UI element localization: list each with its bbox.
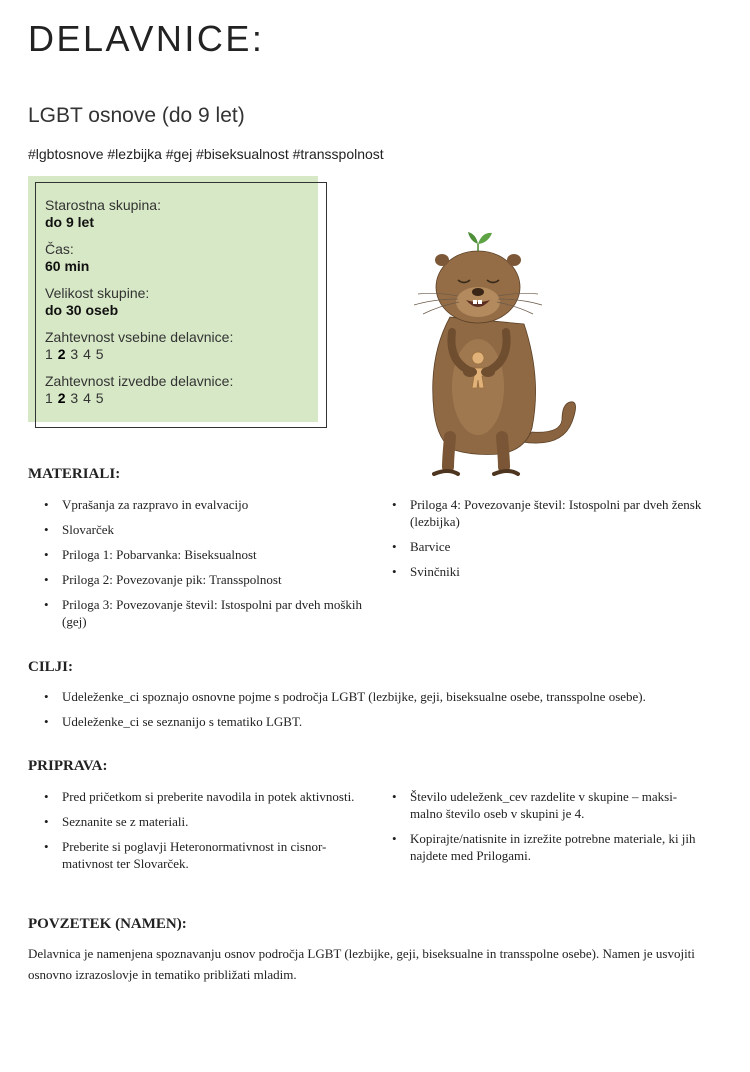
workshop-hashtags: #lgbtosnove #lezbijka #gej #biseksualnost #transspolnost [28, 146, 384, 162]
goal-item: • Udeleženke_ci spoznajo osnovne pojme s področja LGBT (lezbijke, geji, biseksualne osebe, transspolne osebe). [34, 688, 724, 705]
workshop-title: LGBT osnove (do 9 let) [28, 104, 245, 127]
preparation-item: • Preberite si poglavji Heteronormativnost in cisnor-mativnost ter Slovarček. [34, 838, 356, 872]
summary-text: Delavnica je namenjena spoznavanju osnov področja LGBT (lezbijke, geji, biseksualne in transspolne osebe). Namen je usvojiti osnovno izrazoslovje in tematiko približati mladim. [28, 946, 695, 982]
otter-illustration-icon [410, 222, 585, 484]
goals-list [34, 688, 724, 738]
execution-difficulty-label: Zahtevnost izvedbe delavnice: [45, 373, 234, 389]
duration-label: Čas: [45, 241, 74, 257]
material-item: • Vprašanja za razpravo in evalvacijo [34, 496, 374, 513]
duration-row [45, 241, 326, 275]
content-difficulty-row [45, 329, 326, 363]
age-group-row [45, 197, 326, 231]
goal-item: • Udeleženke_ci se seznanijo s tematiko LGBT. [34, 713, 724, 730]
difficulty-level: 3 [70, 346, 79, 362]
duration-value: 60 min [45, 258, 90, 274]
material-item: • Slovarček [34, 521, 374, 538]
difficulty-level: 2 [57, 390, 66, 406]
content-difficulty-scale [45, 346, 326, 363]
goals-heading: CILJI: [28, 659, 74, 675]
materials-list-left [34, 496, 374, 638]
difficulty-level: 1 [45, 390, 54, 406]
preparation-list-left [34, 788, 356, 880]
difficulty-level: 5 [95, 346, 105, 362]
difficulty-level: 3 [70, 390, 79, 406]
group-size-row [45, 285, 326, 319]
page-title: DELAVNICE: [28, 18, 265, 59]
difficulty-level: 5 [95, 390, 105, 406]
workshop-info-box [35, 182, 327, 428]
preparation-item: • Pred pričetkom si preberite navodila in potek aktivnosti. [34, 788, 356, 805]
difficulty-level: 4 [83, 346, 92, 362]
difficulty-level: 4 [83, 390, 92, 406]
material-item: • Priloga 3: Povezovanje števil: Istospolni par dveh moških (gej) [34, 596, 374, 630]
difficulty-level: 2 [57, 346, 66, 362]
materials-heading: MATERIALI: [28, 466, 121, 482]
preparation-item: • Kopirajte/natisnite in izrežite potrebne materiale, ki jih najdete med Prilogami. [382, 830, 698, 864]
preparation-list-right [382, 788, 698, 872]
content-difficulty-label: Zahtevnost vsebine delavnice: [45, 329, 234, 345]
material-item: • Priloga 4: Povezovanje števil: Istospolni par dveh žensk (lezbijka) [382, 496, 704, 530]
execution-difficulty-scale [45, 390, 326, 407]
age-group-label: Starostna skupina: [45, 197, 161, 213]
material-item: • Priloga 1: Pobarvanka: Biseksualnost [34, 546, 374, 563]
material-item: • Priloga 2: Povezovanje pik: Transspolnost [34, 571, 374, 588]
group-size-label: Velikost skupine: [45, 285, 150, 301]
group-size-value: do 30 oseb [45, 302, 119, 318]
preparation-item: • Število udeleženk_cev razdelite v skupine – maksi-malno število oseb v skupini je 4. [382, 788, 698, 822]
preparation-heading: PRIPRAVA: [28, 758, 108, 774]
material-item: • Barvice [382, 538, 704, 555]
materials-list-right [382, 496, 704, 588]
material-item: • Svinčniki [382, 563, 704, 580]
preparation-item: • Seznanite se z materiali. [34, 813, 356, 830]
difficulty-level: 1 [45, 346, 54, 362]
age-group-value: do 9 let [45, 214, 95, 230]
execution-difficulty-row [45, 373, 326, 407]
summary-heading: POVZETEK (NAMEN): [28, 916, 187, 932]
